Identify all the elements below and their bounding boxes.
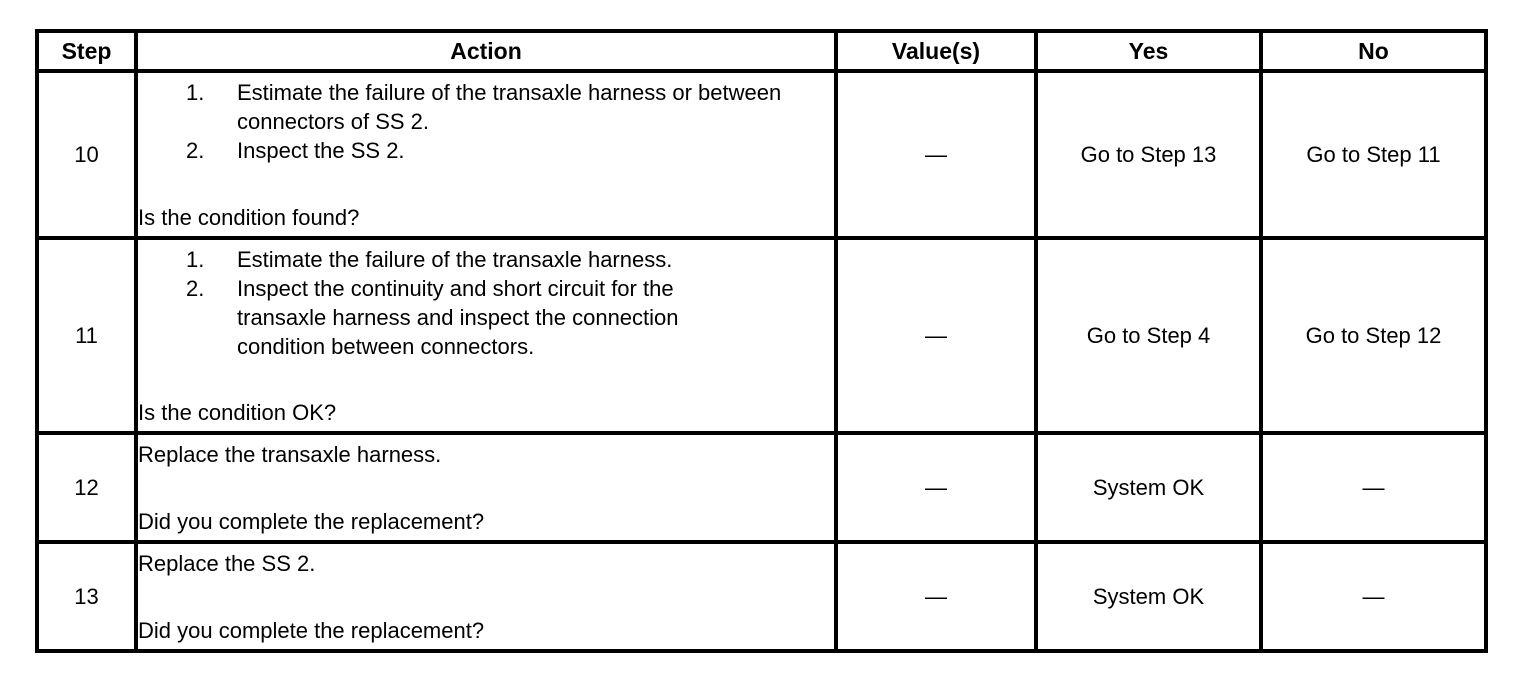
step-number: 10 [37, 71, 136, 238]
value-cell: — [836, 433, 1036, 542]
yes-cell: System OK [1036, 433, 1261, 542]
value-cell: — [836, 238, 1036, 433]
action-cell [136, 238, 836, 433]
header-no: No [1261, 31, 1486, 71]
action-text: Replace the transaxle harness. [138, 441, 442, 467]
action-item [186, 78, 834, 136]
action-item [186, 245, 834, 274]
table-row [37, 542, 1486, 651]
yes-cell: System OK [1036, 542, 1261, 651]
yes-cell: Go to Step 4 [1036, 238, 1261, 433]
table-row [37, 71, 1486, 238]
yes-cell: Go to Step 13 [1036, 71, 1261, 238]
action-item [186, 136, 834, 165]
value-cell: — [836, 542, 1036, 651]
action-list [138, 78, 834, 165]
no-cell: Go to Step 11 [1261, 71, 1486, 238]
action-question: Is the condition OK? [138, 399, 337, 425]
action-list [138, 245, 834, 361]
no-cell: — [1261, 542, 1486, 651]
action-item-text: Inspect the SS 2. [237, 137, 405, 163]
action-item-number: 1. [186, 79, 205, 105]
action-item-number: 2. [186, 275, 205, 301]
table-row [37, 238, 1486, 433]
action-question: Did you complete the replacement? [138, 508, 485, 534]
no-cell: — [1261, 433, 1486, 542]
action-item-text: Estimate the failure of the transaxle harness or between connectors of SS 2. [237, 79, 782, 134]
no-cell: Go to Step 12 [1261, 238, 1486, 433]
action-cell [136, 71, 836, 238]
action-item-text: Inspect the continuity and short circuit for the transaxle harness and inspect the connection condition between connectors. [237, 275, 679, 359]
step-number: 12 [37, 433, 136, 542]
value-cell: — [836, 71, 1036, 238]
header-step: Step [37, 31, 136, 71]
action-question: Is the condition found? [138, 204, 360, 230]
action-item [186, 274, 834, 361]
action-text: Replace the SS 2. [138, 550, 316, 576]
action-question: Did you complete the replacement? [138, 617, 485, 643]
header-values: Value(s) [836, 31, 1036, 71]
header-yes: Yes [1036, 31, 1261, 71]
table-row [37, 433, 1486, 542]
action-item-text: Estimate the failure of the transaxle harness. [237, 246, 673, 272]
step-number: 13 [37, 542, 136, 651]
action-cell [136, 433, 836, 542]
step-number: 11 [37, 238, 136, 433]
header-action: Action [136, 31, 836, 71]
action-item-number: 2. [186, 137, 205, 163]
action-cell [136, 542, 836, 651]
action-item-number: 1. [186, 246, 205, 272]
diagnostic-table [35, 29, 1488, 653]
header-row [37, 31, 1486, 71]
